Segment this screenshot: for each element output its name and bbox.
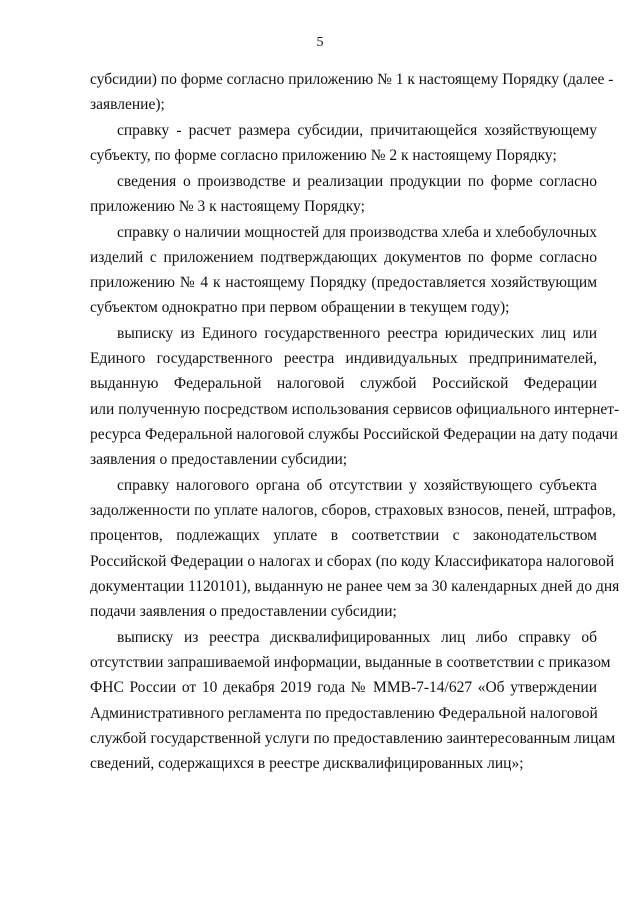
- text-line: ресурса Федеральной налоговой службы Российской Федерации на дату подачи: [90, 426, 618, 443]
- page-number: 5: [316, 35, 324, 50]
- text-line: приложению № 3 к настоящему Порядку;: [90, 198, 365, 215]
- text-line: или полученную посредством использования сервисов официального интернет-: [90, 401, 620, 418]
- text-line: заявление);: [90, 96, 165, 113]
- text-line: Единого государственного реестра индивидуальных предпринимателей,: [90, 350, 597, 367]
- text-line: отсутствии запрашиваемой информации, выданные в соответствии с приказом: [90, 654, 611, 671]
- text-line: Российской Федерации о налогах и сборах (по коду Классификатора налоговой: [90, 553, 615, 570]
- text-line: справку налогового органа об отсутствии у хозяйствующего субъекта: [117, 477, 597, 494]
- text-line: субъектом однократно при первом обращении в текущем году);: [90, 299, 510, 316]
- text-line: справку о наличии мощностей для производства хлеба и хлебобулочных: [117, 224, 597, 241]
- text-line: процентов, подлежащих уплате в соответствии с законодательством: [90, 527, 597, 544]
- text-line: службой государственной услуги по предоставлению заинтересованным лицам: [90, 730, 616, 747]
- text-line: документации 1120101), выданную не ранее чем за 30 календарных дней до дня: [90, 578, 620, 595]
- text-line: заявления о предоставлении субсидии;: [90, 451, 348, 468]
- text-line: выписку из Единого государственного реестра юридических лиц или: [117, 325, 597, 342]
- text-line: изделий с приложением подтверждающих документов по форме согласно: [90, 249, 597, 266]
- text-line: ФНС России от 10 декабря 2019 года № ММВ-7-14/627 «Об утверждении: [90, 679, 597, 696]
- text-line: выданную Федеральной налоговой службой Российской Федерации: [90, 375, 597, 392]
- text-line: субсидии) по форме согласно приложению № 1 к настоящему Порядку (далее -: [90, 71, 614, 88]
- text-line: справку - расчет размера субсидии, причитающейся хозяйствующему: [117, 122, 597, 139]
- text-line: субъекту, по форме согласно приложению № 2 к настоящему Порядку;: [90, 147, 557, 164]
- text-line: Административного регламента по предоставлению Федеральной налоговой: [90, 705, 598, 722]
- text-line: задолженности по уплате налогов, сборов, страховых взносов, пеней, штрафов,: [90, 502, 616, 519]
- text-line: сведения о производстве и реализации продукции по форме согласно: [117, 173, 597, 190]
- text-line: сведений, содержащихся в реестре дисквалифицированных лиц»;: [90, 755, 524, 772]
- text-line: выписку из реестра дисквалифицированных лиц либо справку об: [117, 629, 597, 646]
- text-line: приложению № 4 к настоящему Порядку (предоставляется хозяйствующим: [90, 274, 597, 291]
- text-line: подачи заявления о предоставлении субсидии;: [90, 603, 397, 620]
